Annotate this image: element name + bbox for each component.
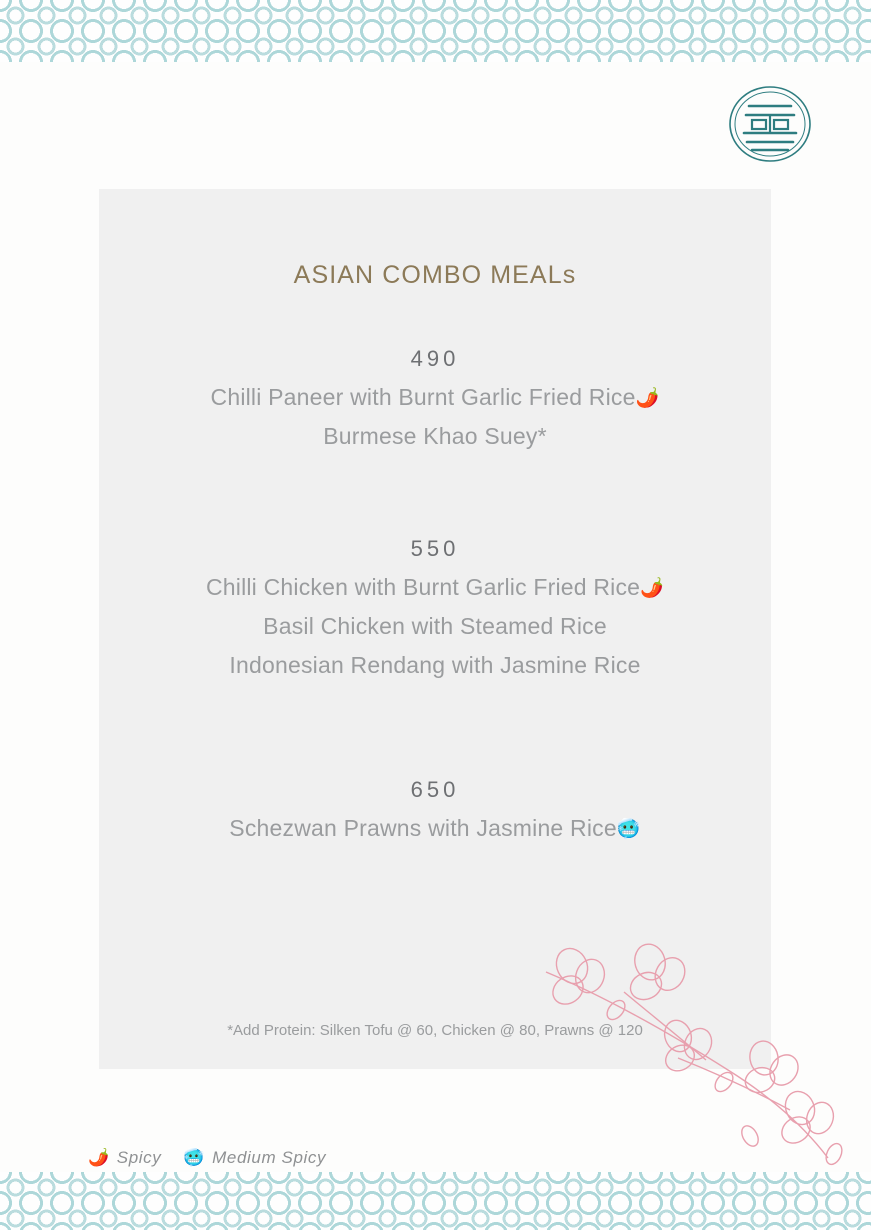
menu-section	[99, 536, 771, 685]
restaurant-logo	[727, 84, 813, 164]
menu-item-name: Indonesian Rendang with Jasmine Rice	[229, 652, 641, 679]
menu-item-name: Chilli Chicken with Burnt Garlic Fried Rice	[205, 574, 641, 601]
menu-section	[99, 346, 771, 456]
menu-item-name: Burmese Khao Suey*	[323, 423, 547, 450]
menu-item	[99, 809, 771, 848]
legend-label: Medium Spicy	[212, 1148, 327, 1167]
spicy-chili-icon: 🌶️	[635, 388, 660, 409]
menu-item	[99, 607, 771, 646]
spicy-chili-icon: 🌶️	[640, 578, 665, 600]
menu-item	[99, 646, 771, 685]
legend-item-spicy	[88, 1148, 161, 1168]
menu-item	[99, 568, 771, 607]
menu-item	[99, 417, 771, 456]
menu-item-name: Schezwan Prawns with Jasmine Rice	[229, 815, 617, 842]
menu-item-name: Chilli Paneer with Burnt Garlic Fried Rice	[210, 384, 636, 410]
legend-item-medium-spicy	[183, 1148, 326, 1168]
section-price: 490	[410, 346, 460, 371]
medium-spicy-chili-icon: 🥶	[616, 819, 641, 841]
spicy-chili-icon: 🌶️	[88, 1148, 110, 1167]
menu-item-name: Basil Chicken with Steamed Rice	[263, 613, 607, 640]
menu-item	[99, 378, 771, 417]
decorative-pattern-band-bottom	[0, 1172, 871, 1230]
menu-section	[99, 777, 771, 848]
menu-card	[99, 189, 771, 1069]
section-price: 650	[410, 777, 460, 803]
legend-label: Spicy	[116, 1148, 162, 1167]
footnote: *Add Protein: Silken Tofu @ 60, Chicken @ 80, Prawns @ 120	[227, 1022, 643, 1039]
section-price: 550	[410, 536, 460, 562]
decorative-pattern-band-top	[0, 0, 871, 62]
medium-spicy-chili-icon: 🥶	[183, 1148, 206, 1167]
page-title: ASIAN COMBO MEALs	[293, 261, 577, 289]
heat-legend	[88, 1148, 326, 1168]
